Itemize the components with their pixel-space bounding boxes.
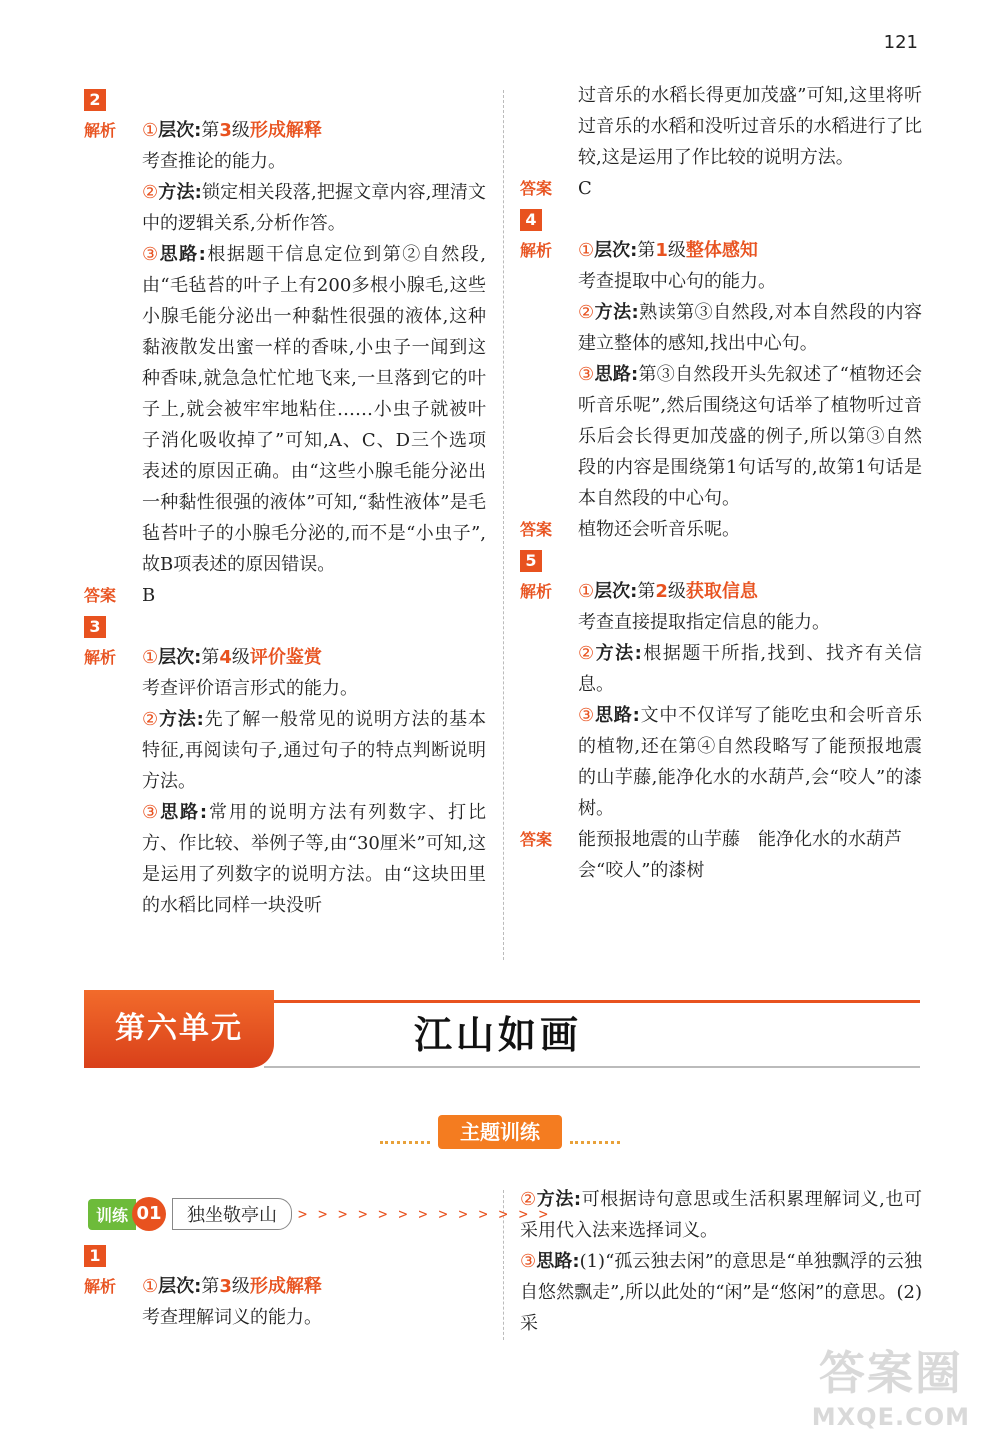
question-number: 1 bbox=[84, 1245, 106, 1267]
thinking-line: ③思路:(1)“孤云独去闲”的意思是“单独飘浮的云独自悠然飘走”,所以此处的“闲”是“悠闲”的意思。(2)采 bbox=[520, 1251, 923, 1334]
bottom-left-column bbox=[84, 1240, 486, 1333]
right-column bbox=[520, 80, 922, 886]
ability-text: 考查推论的能力。 bbox=[142, 151, 286, 172]
method-line: ②方法:先了解一般常见的说明方法的基本特征,再阅读句子,通过句子的特点判断说明方法。 bbox=[142, 709, 486, 792]
analysis-block bbox=[84, 115, 486, 580]
unit-banner bbox=[84, 990, 920, 1070]
level-line: ①层次:第3级形成解释 bbox=[142, 1276, 322, 1297]
answer-text: 能预报地震的山芋藤 能净化水的水葫芦 会“咬人”的漆树 bbox=[578, 829, 920, 881]
answer-block bbox=[520, 514, 922, 545]
theme-heading bbox=[380, 1115, 620, 1151]
level-line: ①层次:第2级获取信息 bbox=[578, 581, 758, 602]
analysis-block bbox=[84, 642, 486, 921]
theme-dots-left bbox=[380, 1141, 430, 1144]
answer-block bbox=[84, 580, 486, 611]
unit-title: 江山如画 bbox=[414, 1012, 583, 1057]
thinking-line: ③思路:第③自然段开头先叙述了“植物还会听音乐呢”,然后围绕这句话举了植物听过音乐后会长得更加茂盛的例子,所以第③自然段的内容是围绕第1句话写的,故第1句话是本自然段的中心句。 bbox=[578, 364, 923, 509]
analysis-label: 解析 bbox=[520, 582, 553, 601]
answer-block bbox=[520, 824, 922, 886]
question-number: 3 bbox=[84, 616, 106, 638]
analysis-label: 解析 bbox=[84, 1277, 117, 1296]
answer-label: 答案 bbox=[84, 586, 117, 605]
theme-label: 主题训练 bbox=[438, 1115, 562, 1149]
training-header bbox=[88, 1198, 549, 1230]
training-arrows: > > > > > > > > > > > > > bbox=[298, 1205, 549, 1223]
answer-label: 答案 bbox=[520, 520, 553, 539]
column-divider bbox=[503, 90, 504, 960]
level-line: ①层次:第4级评价鉴赏 bbox=[142, 647, 322, 668]
question-number: 5 bbox=[520, 550, 542, 572]
answer-text: C bbox=[578, 178, 592, 199]
analysis-label: 解析 bbox=[520, 241, 553, 260]
theme-dots-right bbox=[570, 1141, 620, 1144]
left-column bbox=[84, 84, 486, 921]
level-line: ①层次:第3级形成解释 bbox=[142, 120, 322, 141]
banner-rule-top bbox=[264, 1000, 920, 1003]
banner-rule-bottom bbox=[264, 1066, 920, 1068]
ability-text: 考查评价语言形式的能力。 bbox=[142, 678, 358, 699]
level-line: ①层次:第1级整体感知 bbox=[578, 240, 758, 261]
thinking-line: ③思路:根据题干信息定位到第②自然段,由“毛毡苔的叶子上有200多根小腺毛,这些小腺毛能分泌出一种黏性很强的液体,这种黏液散发出蜜一样的香味,小虫子一闻到这种香味,就急急忙忙地飞来,一旦落到它的叶子上,就会被牢牢地粘住……小虫子就被叶子消化吸收掉了”可知,A、C、D三个选项表述的原因正确。由“这些小腺毛能分泌出一种黏性很强的液体”可知,“黏性液体”是毛毡苔叶子的小腺毛分泌的,而不是“小虫子”,故B项表述的原因错误。 bbox=[142, 244, 486, 575]
ability-text: 考查提取中心句的能力。 bbox=[578, 271, 776, 292]
answer-text: B bbox=[142, 585, 156, 606]
answer-label: 答案 bbox=[520, 179, 553, 198]
analysis-block bbox=[84, 1271, 486, 1333]
thinking-line: ③思路:文中不仅详写了能吃虫和会听音乐的植物,还在第④自然段略写了能预报地震的山芋藤,能净化水的水葫芦,会“咬人”的漆树。 bbox=[578, 705, 922, 819]
watermark-url: MXQE.COM bbox=[811, 1403, 970, 1431]
ability-text: 考查直接提取指定信息的能力。 bbox=[578, 612, 830, 633]
training-number: 01 bbox=[132, 1197, 166, 1231]
analysis-label: 解析 bbox=[84, 121, 117, 140]
analysis-block bbox=[520, 235, 922, 514]
unit-tag: 第六单元 bbox=[84, 990, 274, 1068]
page-number: 121 bbox=[883, 32, 918, 53]
bottom-right-column bbox=[520, 1184, 922, 1339]
method-line: ②方法:熟读第③自然段,对本自然段的内容建立整体的感知,找出中心句。 bbox=[578, 302, 922, 354]
method-line: ②方法:锁定相关段落,把握文章内容,理清文中的逻辑关系,分析作答。 bbox=[142, 182, 486, 234]
question-number: 2 bbox=[84, 89, 106, 111]
answer-block bbox=[520, 173, 922, 204]
answer-text: 植物还会听音乐呢。 bbox=[578, 519, 740, 540]
thinking-line: ③思路:常用的说明方法有列数字、打比方、作比较、举例子等,由“30厘米”可知,这是运用了列数字的说明方法。由“这块田里的水稻比同样一块没听 bbox=[142, 802, 487, 916]
method-line: ②方法:根据题干所指,找到、找齐有关信息。 bbox=[578, 643, 922, 695]
ability-text: 考查理解词义的能力。 bbox=[142, 1307, 322, 1328]
training-tag: 训练 bbox=[88, 1199, 136, 1230]
method-line: ②方法:可根据诗句意思或生活积累理解词义,也可采用代入法来选择词义。 bbox=[520, 1189, 922, 1241]
watermark bbox=[812, 1337, 970, 1431]
answer-label: 答案 bbox=[520, 830, 553, 849]
thinking-continued: 过音乐的水稻长得更加茂盛”可知,这里将听过音乐的水稻和没听过音乐的水稻进行了比较,这是运用了作比较的说明方法。 bbox=[578, 85, 922, 168]
analysis-label: 解析 bbox=[84, 648, 117, 667]
watermark-logo: 答案圈 bbox=[818, 1346, 963, 1400]
question-number: 4 bbox=[520, 209, 542, 231]
analysis-block bbox=[520, 576, 922, 824]
training-title: 独坐敬亭山 bbox=[172, 1198, 292, 1230]
